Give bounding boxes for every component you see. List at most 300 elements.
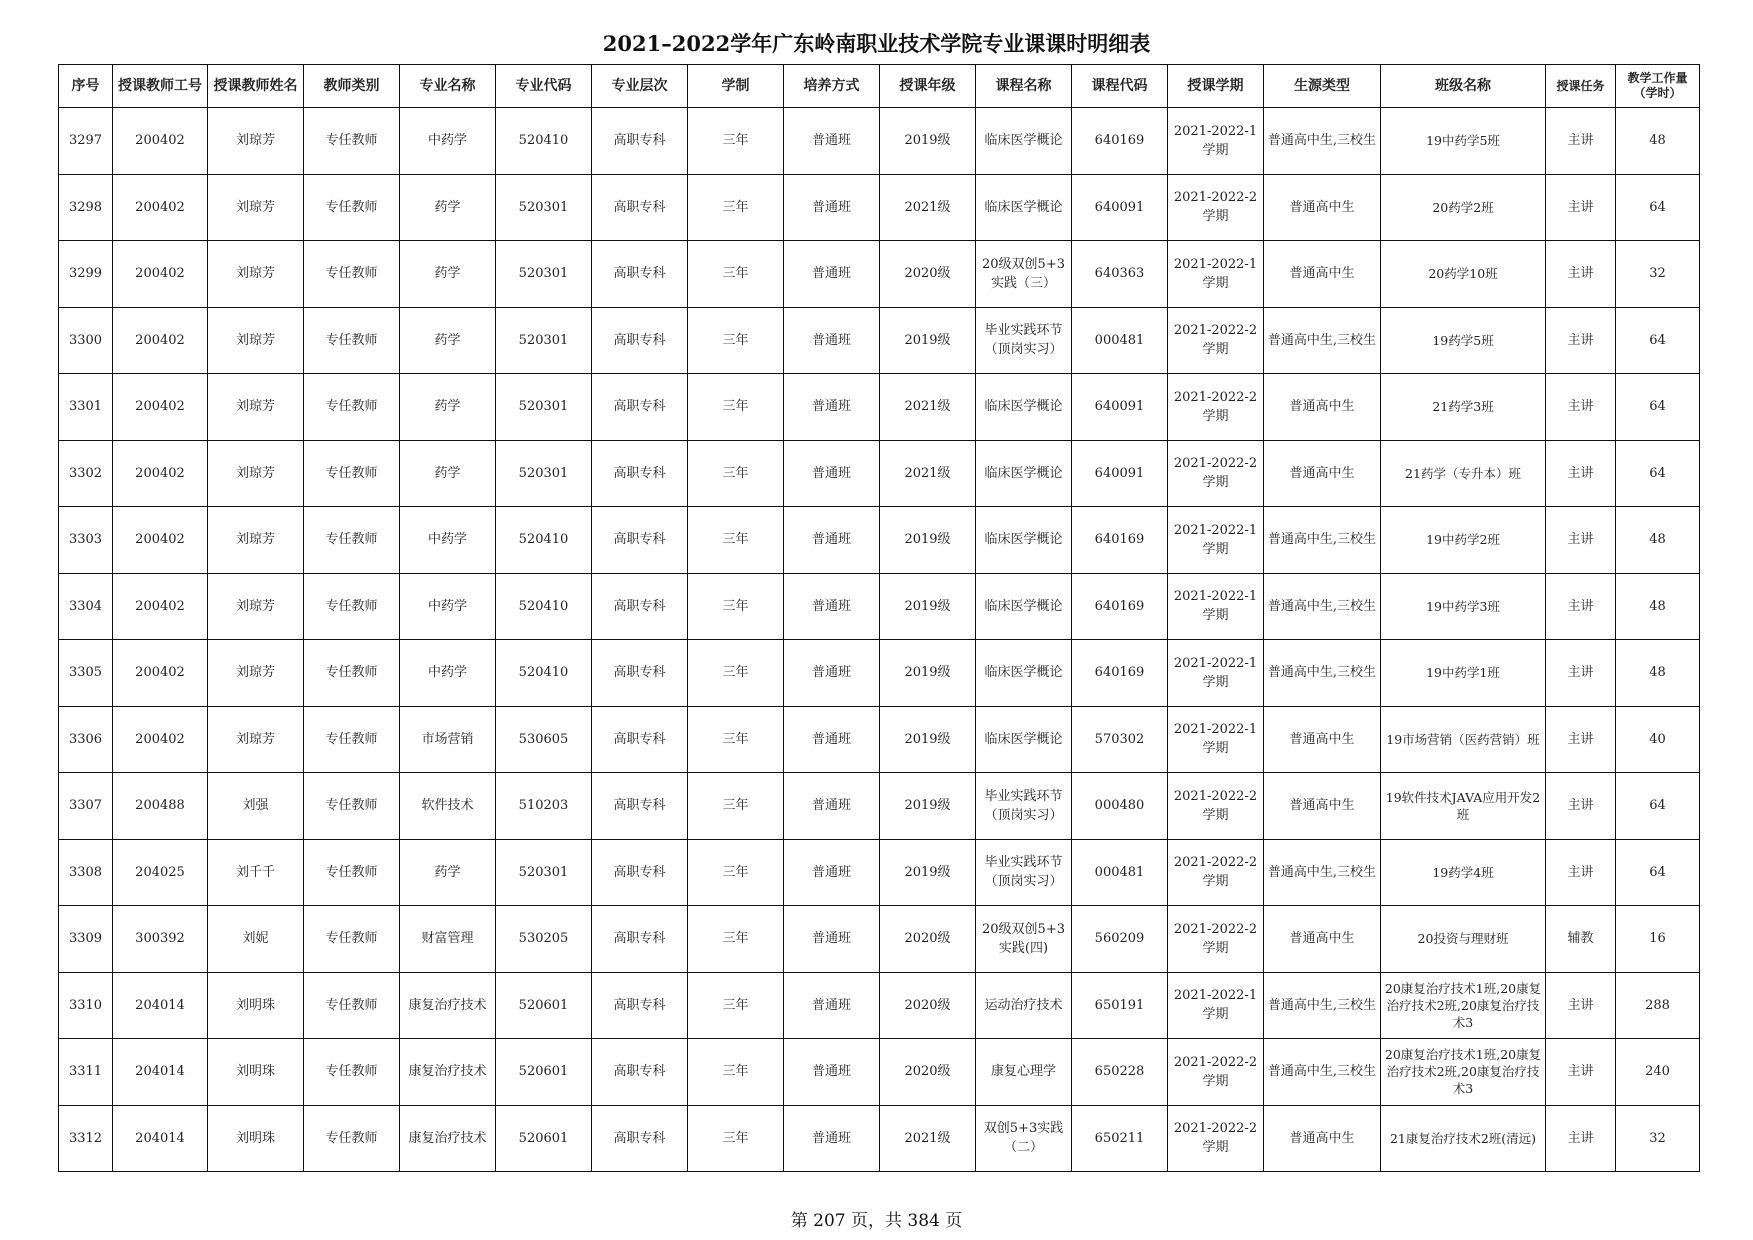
cell-course-name (976, 1039, 1072, 1106)
cell-text: 临床医学概论 (984, 465, 1063, 481)
cell-text: 2020级 (904, 997, 951, 1013)
cell-text: 200402 (135, 731, 185, 747)
cell-text: 640169 (1094, 532, 1145, 548)
cell-text: 药学 (434, 399, 461, 415)
cell-text: 64 (1649, 399, 1666, 415)
cell-course-code (1072, 174, 1168, 241)
cell-text: 三年 (722, 1064, 749, 1080)
cell-text: 临床医学概论 (984, 532, 1063, 548)
cell-workload (1616, 440, 1700, 507)
cell-text: 临床医学概论 (984, 199, 1063, 215)
cell-workload (1616, 972, 1700, 1039)
cell-text: 520601 (518, 1064, 569, 1080)
cell-text: 2021-2022-1学期 (1173, 988, 1258, 1023)
cell-text: 3308 (68, 864, 103, 880)
cell-teacher-name (208, 374, 304, 441)
cell-teacher-name (208, 706, 304, 773)
cell-text: 高职专科 (613, 465, 666, 481)
cell-text: 刘妮 (242, 931, 269, 947)
cell-text: 普通班 (811, 266, 851, 282)
cell-class-name (1381, 307, 1546, 374)
cell-text: 2021级 (904, 199, 951, 215)
cell-text: 刘琼芳 (235, 199, 275, 215)
cell-major-code (496, 573, 592, 640)
cell-text: 2021-2022-2学期 (1173, 855, 1258, 890)
cell-text: 药学 (434, 266, 461, 282)
cell-text: 普通高中生 (1289, 199, 1355, 215)
cell-student-source (1264, 773, 1381, 840)
cell-text: 3307 (68, 798, 103, 814)
cell-text: 三年 (722, 399, 749, 415)
cell-text: 药学 (434, 332, 461, 348)
cell-workload (1616, 108, 1700, 175)
cell-term (1168, 706, 1264, 773)
cell-text: 200402 (135, 332, 185, 348)
cell-text: 530205 (518, 931, 569, 947)
cell-index (59, 1105, 113, 1172)
cell-text: 64 (1649, 864, 1666, 880)
cell-text: 高职专科 (613, 266, 666, 282)
cell-text: 2021-2022-1学期 (1173, 722, 1258, 757)
cell-task (1546, 174, 1616, 241)
cell-text: 520410 (518, 665, 569, 681)
cell-teacher-id (113, 640, 208, 707)
cell-text: 650191 (1094, 997, 1145, 1013)
cell-text: 毕业实践环节（顶岗实习） (984, 855, 1063, 890)
cell-text: 三年 (722, 532, 749, 548)
cell-level (592, 374, 688, 441)
cell-course-name (976, 839, 1072, 906)
cell-text: 520301 (518, 266, 569, 282)
cell-text: 三年 (722, 133, 749, 149)
cell-text: 专任教师 (325, 731, 378, 747)
table-header-row (59, 65, 1700, 108)
cell-student-source (1264, 374, 1381, 441)
cell-text: 200402 (135, 532, 185, 548)
cell-text: 2019级 (904, 532, 951, 548)
cell-duration (688, 108, 784, 175)
cell-major-name (400, 1105, 496, 1172)
cell-index (59, 972, 113, 1039)
cell-major-name (400, 108, 496, 175)
cell-class-name (1381, 1039, 1546, 1106)
cell-text: 普通高中生 (1289, 399, 1355, 415)
cell-grade (880, 773, 976, 840)
cell-teacher-name (208, 241, 304, 308)
cell-workload (1616, 1105, 1700, 1172)
cell-task (1546, 839, 1616, 906)
cell-index (59, 640, 113, 707)
table-row (59, 241, 1700, 308)
cell-text: 刘琼芳 (235, 266, 275, 282)
cell-text: 000481 (1094, 864, 1145, 880)
cell-text: 3312 (68, 1130, 103, 1146)
cell-text: 64 (1649, 332, 1666, 348)
cell-text: 辅教 (1567, 931, 1594, 947)
cell-workload (1616, 640, 1700, 707)
cell-training-mode (784, 241, 880, 308)
cell-teacher-id (113, 507, 208, 574)
cell-class-name (1381, 972, 1546, 1039)
cell-course-name (976, 573, 1072, 640)
cell-level (592, 773, 688, 840)
cell-major-code (496, 241, 592, 308)
cell-course-code (1072, 640, 1168, 707)
cell-duration (688, 440, 784, 507)
cell-level (592, 1039, 688, 1106)
cell-text: 200402 (135, 199, 185, 215)
cell-term (1168, 108, 1264, 175)
cell-term (1168, 906, 1264, 973)
table-row (59, 307, 1700, 374)
cell-major-name (400, 706, 496, 773)
cell-duration (688, 906, 784, 973)
course-hours-table (58, 64, 1700, 1172)
cell-course-code (1072, 507, 1168, 574)
cell-course-name (976, 706, 1072, 773)
cell-text: 204014 (135, 1130, 185, 1146)
cell-text: 主讲 (1567, 1064, 1594, 1080)
cell-text: 普通班 (811, 598, 851, 614)
cell-teacher-name (208, 573, 304, 640)
cell-text: 专任教师 (325, 199, 378, 215)
cell-text: 20药学2班 (1432, 199, 1494, 215)
cell-text: 640091 (1094, 399, 1145, 415)
cell-task (1546, 972, 1616, 1039)
cell-text: 药学 (434, 199, 461, 215)
cell-student-source (1264, 507, 1381, 574)
cell-text: 高职专科 (613, 332, 666, 348)
cell-text: 2019级 (904, 133, 951, 149)
cell-text: 2021-2022-2学期 (1173, 456, 1258, 491)
cell-training-mode (784, 972, 880, 1039)
cell-text: 三年 (722, 864, 749, 880)
cell-text: 19中药学1班 (1426, 665, 1500, 681)
cell-text: 普通班 (811, 665, 851, 681)
cell-text: 21药学3班 (1432, 399, 1494, 415)
cell-term (1168, 174, 1264, 241)
cell-teacher-type (304, 374, 400, 441)
cell-course-code (1072, 440, 1168, 507)
cell-text: 19中药学2班 (1426, 532, 1500, 548)
col-header-level: 专业层次 (592, 65, 688, 108)
cell-workload (1616, 174, 1700, 241)
cell-text: 主讲 (1567, 399, 1594, 415)
cell-text: 药学 (434, 864, 461, 880)
cell-text: 2021-2022-1学期 (1173, 123, 1258, 158)
cell-text: 高职专科 (613, 931, 666, 947)
cell-text: 刘琼芳 (235, 133, 275, 149)
cell-workload (1616, 241, 1700, 308)
cell-training-mode (784, 374, 880, 441)
cell-grade (880, 507, 976, 574)
cell-text: 520410 (518, 133, 569, 149)
cell-term (1168, 640, 1264, 707)
cell-teacher-id (113, 839, 208, 906)
cell-training-mode (784, 174, 880, 241)
document-title: 2021–2022学年广东岭南职业技术学院专业课课时明细表 (602, 31, 1151, 56)
cell-text: 20康复治疗技术1班,20康复治疗技术2班,20康复治疗技术3 (1384, 980, 1542, 1030)
cell-text: 刘琼芳 (235, 665, 275, 681)
cell-text: 2021-2022-2学期 (1173, 1121, 1258, 1156)
cell-text: 主讲 (1567, 1130, 1594, 1146)
cell-task (1546, 640, 1616, 707)
cell-major-code (496, 307, 592, 374)
cell-text: 中药学 (427, 598, 467, 614)
cell-text: 20药学10班 (1428, 266, 1498, 282)
cell-course-code (1072, 1039, 1168, 1106)
cell-text: 普通高中生,三校生 (1267, 864, 1377, 880)
cell-text: 中药学 (427, 665, 467, 681)
cell-level (592, 839, 688, 906)
cell-course-name (976, 108, 1072, 175)
cell-text: 普通班 (811, 133, 851, 149)
cell-index (59, 108, 113, 175)
cell-text: 520410 (518, 598, 569, 614)
cell-text: 三年 (722, 465, 749, 481)
cell-text: 32 (1649, 266, 1666, 282)
cell-grade (880, 440, 976, 507)
cell-major-code (496, 640, 592, 707)
cell-text: 16 (1649, 931, 1666, 947)
cell-course-name (976, 241, 1072, 308)
cell-course-code (1072, 839, 1168, 906)
table-row (59, 174, 1700, 241)
cell-text: 普通班 (811, 399, 851, 415)
cell-course-name (976, 906, 1072, 973)
cell-text: 240 (1645, 1064, 1670, 1080)
cell-training-mode (784, 307, 880, 374)
cell-workload (1616, 839, 1700, 906)
cell-student-source (1264, 241, 1381, 308)
cell-index (59, 307, 113, 374)
cell-text: 520410 (518, 532, 569, 548)
table-row (59, 440, 1700, 507)
cell-index (59, 507, 113, 574)
cell-major-name (400, 972, 496, 1039)
cell-text: 204014 (135, 997, 185, 1013)
cell-text: 2021级 (904, 465, 951, 481)
cell-task (1546, 706, 1616, 773)
cell-workload (1616, 773, 1700, 840)
cell-text: 专任教师 (325, 1064, 378, 1080)
cell-text: 2021-2022-2学期 (1173, 788, 1258, 823)
col-header-teacher-name: 授课教师姓名 (208, 65, 304, 108)
cell-text: 普通班 (811, 1064, 851, 1080)
cell-text: 204014 (135, 1064, 185, 1080)
cell-text: 2019级 (904, 598, 951, 614)
cell-text: 3310 (68, 997, 103, 1013)
cell-course-code (1072, 108, 1168, 175)
cell-duration (688, 706, 784, 773)
cell-text: 普通高中生 (1289, 1130, 1355, 1146)
cell-text: 专任教师 (325, 399, 378, 415)
cell-index (59, 241, 113, 308)
cell-duration (688, 573, 784, 640)
cell-text: 主讲 (1567, 266, 1594, 282)
col-header-course-code: 课程代码 (1072, 65, 1168, 108)
cell-course-code (1072, 241, 1168, 308)
cell-text: 康复治疗技术 (408, 1130, 487, 1146)
cell-task (1546, 773, 1616, 840)
cell-text: 3306 (68, 731, 103, 747)
cell-student-source (1264, 174, 1381, 241)
cell-text: 520301 (518, 332, 569, 348)
cell-text: 专任教师 (325, 665, 378, 681)
cell-grade (880, 1039, 976, 1106)
cell-teacher-id (113, 1039, 208, 1106)
cell-text: 40 (1649, 731, 1666, 747)
cell-text: 中药学 (427, 133, 467, 149)
cell-grade (880, 1105, 976, 1172)
cell-text: 临床医学概论 (984, 598, 1063, 614)
cell-text: 64 (1649, 798, 1666, 814)
cell-course-code (1072, 972, 1168, 1039)
cell-major-name (400, 507, 496, 574)
cell-teacher-type (304, 440, 400, 507)
cell-training-mode (784, 507, 880, 574)
cell-term (1168, 972, 1264, 1039)
cell-text: 48 (1649, 532, 1666, 548)
cell-teacher-name (208, 839, 304, 906)
cell-text: 康复治疗技术 (408, 1064, 487, 1080)
page-footer: 第 207 页，共 384 页 (790, 1211, 963, 1231)
cell-major-code (496, 108, 592, 175)
cell-text: 3297 (68, 133, 103, 149)
cell-training-mode (784, 640, 880, 707)
cell-student-source (1264, 108, 1381, 175)
cell-course-code (1072, 573, 1168, 640)
cell-text: 3303 (68, 532, 103, 548)
cell-major-name (400, 839, 496, 906)
col-header-course-name: 课程名称 (976, 65, 1072, 108)
cell-training-mode (784, 1105, 880, 1172)
cell-text: 48 (1649, 665, 1666, 681)
cell-grade (880, 374, 976, 441)
cell-student-source (1264, 972, 1381, 1039)
cell-level (592, 972, 688, 1039)
cell-text: 20级双创5+3实践(四) (982, 921, 1065, 956)
cell-teacher-id (113, 374, 208, 441)
cell-text: 21药学（专升本）班 (1405, 465, 1521, 481)
cell-text: 2019级 (904, 665, 951, 681)
cell-index (59, 573, 113, 640)
cell-text: 64 (1649, 199, 1666, 215)
cell-text: 专任教师 (325, 598, 378, 614)
table-row (59, 108, 1700, 175)
cell-text: 三年 (722, 598, 749, 614)
cell-training-mode (784, 706, 880, 773)
cell-class-name (1381, 440, 1546, 507)
cell-level (592, 241, 688, 308)
cell-text: 三年 (722, 266, 749, 282)
cell-major-name (400, 906, 496, 973)
table-body (59, 108, 1700, 1172)
cell-text: 2020级 (904, 931, 951, 947)
cell-major-code (496, 1039, 592, 1106)
cell-text: 高职专科 (613, 997, 666, 1013)
cell-teacher-name (208, 1105, 304, 1172)
cell-text: 专任教师 (325, 1130, 378, 1146)
cell-class-name (1381, 706, 1546, 773)
cell-text: 软件技术 (421, 798, 474, 814)
cell-text: 3309 (68, 931, 103, 947)
cell-major-name (400, 573, 496, 640)
cell-text: 2021级 (904, 399, 951, 415)
cell-text: 3304 (68, 598, 103, 614)
cell-text: 2021-2022-1学期 (1173, 256, 1258, 291)
cell-text: 510203 (518, 798, 569, 814)
cell-text: 3302 (68, 465, 103, 481)
cell-text: 3311 (68, 1064, 103, 1080)
cell-teacher-id (113, 906, 208, 973)
cell-duration (688, 507, 784, 574)
cell-text: 2021-2022-2学期 (1173, 921, 1258, 956)
cell-text: 普通班 (811, 864, 851, 880)
cell-text: 3300 (68, 332, 103, 348)
cell-text: 2021-2022-1学期 (1173, 522, 1258, 557)
cell-text: 主讲 (1567, 864, 1594, 880)
cell-text: 48 (1649, 133, 1666, 149)
cell-duration (688, 1039, 784, 1106)
cell-major-code (496, 174, 592, 241)
cell-teacher-name (208, 507, 304, 574)
cell-text: 000481 (1094, 332, 1145, 348)
cell-text: 3301 (68, 399, 103, 415)
cell-workload (1616, 573, 1700, 640)
table-row (59, 839, 1700, 906)
cell-text: 专任教师 (325, 266, 378, 282)
cell-teacher-type (304, 307, 400, 374)
cell-training-mode (784, 440, 880, 507)
cell-text: 200402 (135, 266, 185, 282)
cell-teacher-name (208, 174, 304, 241)
cell-text: 570302 (1094, 731, 1145, 747)
cell-teacher-name (208, 1039, 304, 1106)
cell-major-code (496, 773, 592, 840)
cell-text: 高职专科 (613, 1130, 666, 1146)
cell-teacher-id (113, 241, 208, 308)
cell-level (592, 174, 688, 241)
cell-major-name (400, 174, 496, 241)
cell-text: 普通高中生 (1289, 465, 1355, 481)
cell-text: 200402 (135, 399, 185, 415)
cell-text: 2021级 (904, 1130, 951, 1146)
cell-term (1168, 839, 1264, 906)
cell-text: 高职专科 (613, 798, 666, 814)
cell-level (592, 108, 688, 175)
table-row (59, 906, 1700, 973)
cell-text: 高职专科 (613, 532, 666, 548)
cell-level (592, 906, 688, 973)
cell-text: 19中药学3班 (1426, 598, 1500, 614)
cell-duration (688, 972, 784, 1039)
cell-task (1546, 507, 1616, 574)
cell-text: 三年 (722, 1130, 749, 1146)
cell-text: 000480 (1094, 798, 1145, 814)
cell-level (592, 307, 688, 374)
cell-text: 康复治疗技术 (408, 997, 487, 1013)
cell-text: 普通班 (811, 1130, 851, 1146)
cell-text: 64 (1649, 465, 1666, 481)
cell-index (59, 174, 113, 241)
cell-text: 专任教师 (325, 864, 378, 880)
cell-course-code (1072, 706, 1168, 773)
cell-text: 20投资与理财班 (1417, 931, 1509, 947)
cell-task (1546, 1105, 1616, 1172)
cell-text: 普通班 (811, 931, 851, 947)
cell-course-name (976, 640, 1072, 707)
